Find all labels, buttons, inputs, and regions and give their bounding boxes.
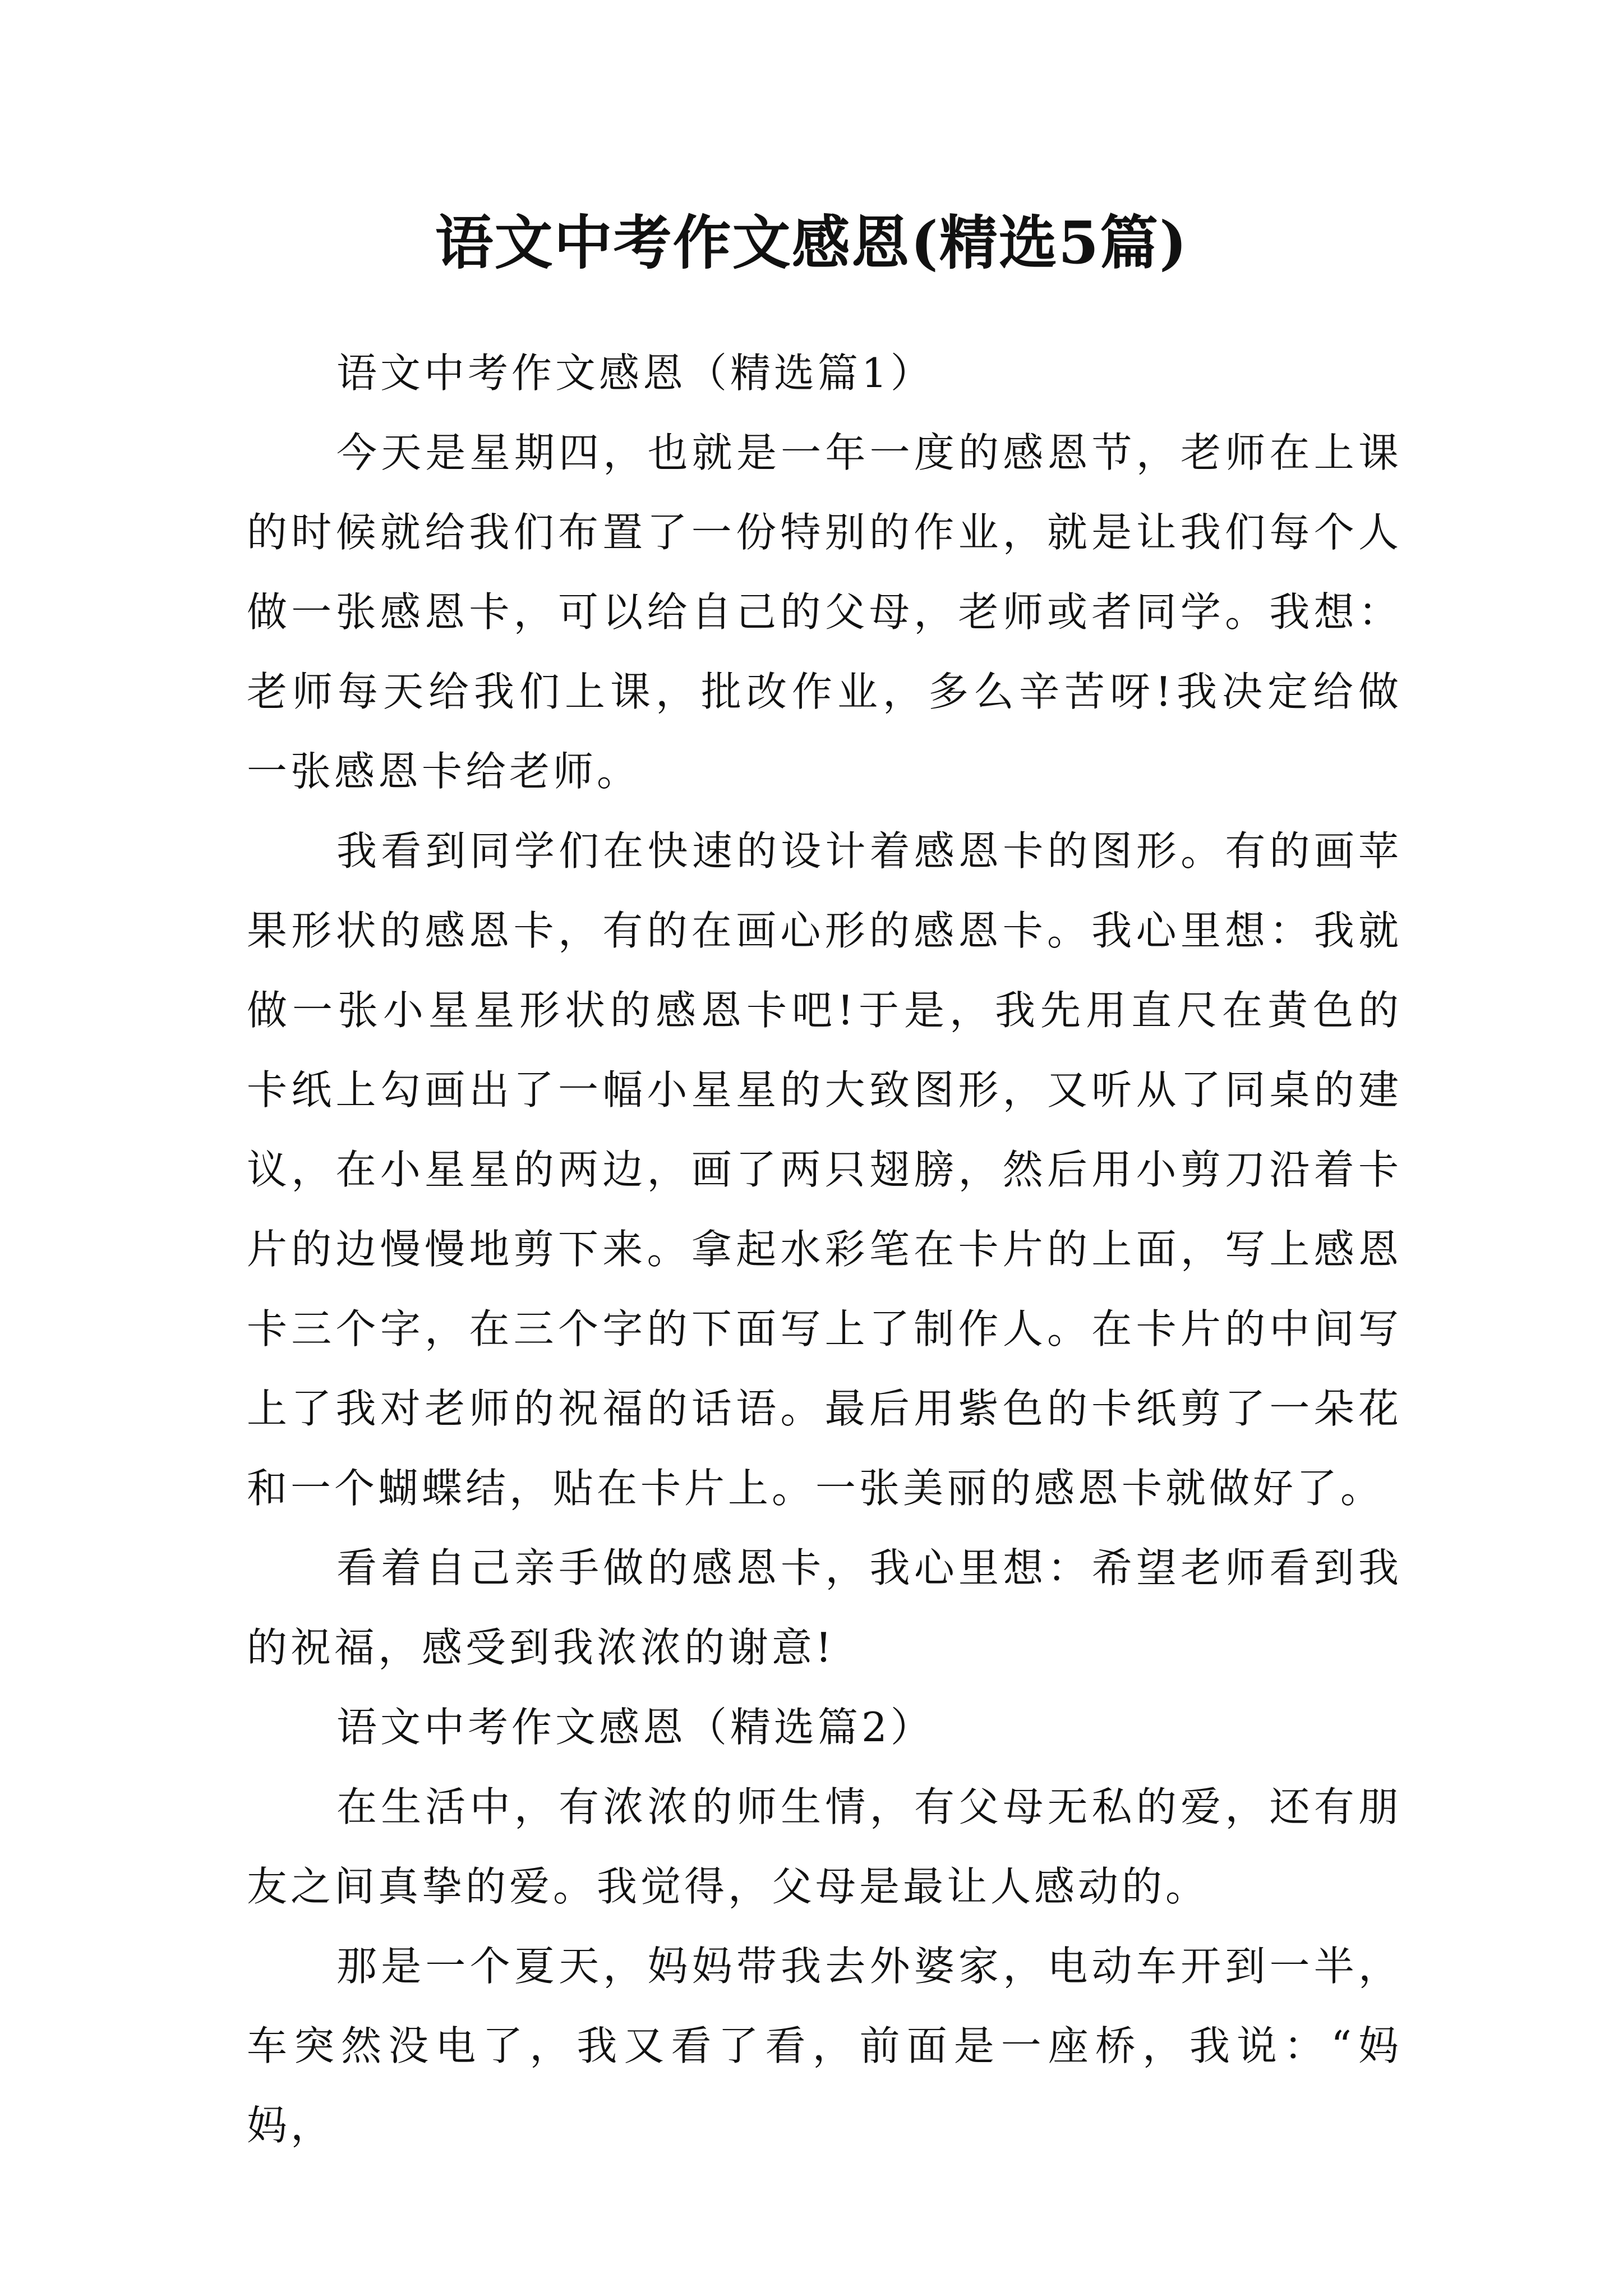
paragraph: 那是一个夏天，妈妈带我去外婆家，电动车开到一半，车突然没电了，我又看了看，前面是一座桥，我说：“妈妈， (247, 1943, 1402, 2149)
paragraph: 看着自己亲手做的感恩卡，我心里想：希望老师看到我的祝福，感受到我浓浓的谢意! (247, 1544, 1402, 1671)
section-heading-2: 语文中考作文感恩（精选篇2） (336, 1704, 934, 1751)
paragraph: 今天是星期四，也就是一年一度的感恩节，老师在上课的时候就给我们布置了一份特别的作业，就是让我们每个人做一张感恩卡，可以给自己的父母，老师或者同学。我想：老师每天给我们上课，批改作业，多么辛苦呀!我决定给做一张感恩卡给老师。 (247, 429, 1402, 795)
document-body (247, 333, 1402, 2165)
paragraph: 在生活中，有浓浓的师生情，有父母无私的爱，还有朋友之间真挚的爱。我觉得，父母是最让人感动的。 (247, 1783, 1402, 1910)
section-heading-1: 语文中考作文感恩（精选篇1） (336, 349, 934, 397)
paragraph: 我看到同学们在快速的设计着感恩卡的图形。有的画苹果形状的感恩卡，有的在画心形的感恩卡。我心里想：我就做一张小星星形状的感恩卡吧!于是，我先用直尺在黄色的卡纸上勾画出了一幅小星星的大致图形，又听从了同桌的建议，在小星星的两边，画了两只翅膀，然后用小剪刀沿着卡片的边慢慢地剪下来。拿起水彩笔在卡片的上面，写上感恩卡三个字，在三个字的下面写上了制作人。在卡片的中间写上了我对老师的祝福的话语。最后用紫色的卡纸剪了一朵花和一个蝴蝶结，贴在卡片上。一张美丽的感恩卡就做好了。 (247, 827, 1402, 1512)
document-title: 语文中考作文感恩(精选5篇) (435, 208, 1188, 277)
